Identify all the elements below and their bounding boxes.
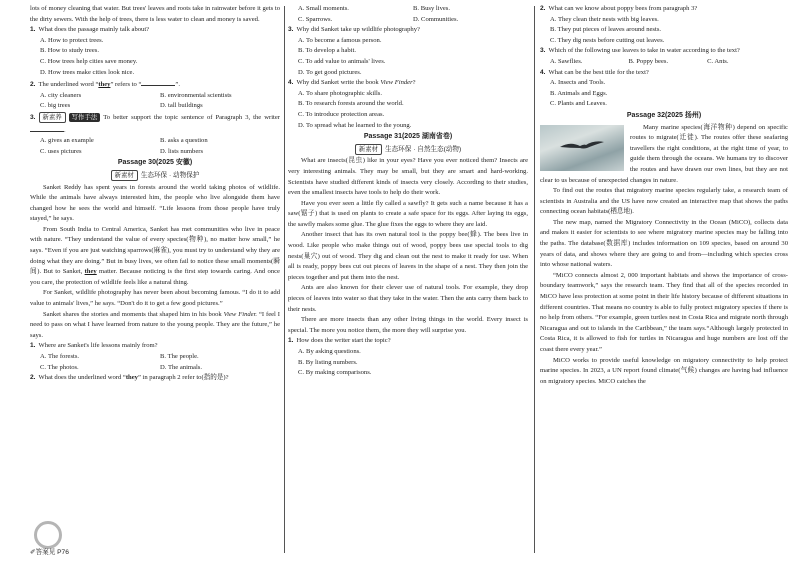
option[interactable]: B. asks a question xyxy=(160,137,208,145)
paragraph: MiCO works to provide useful knowledge on migratory connectivity to help protect marine species. In 2023, a UN report found climate(气候) changes are having bad influence on migratory species. MiCO catches the xyxy=(540,356,788,385)
option[interactable]: B. How to study trees. xyxy=(40,47,99,55)
option[interactable]: B. They put pieces of leaves around nests. xyxy=(550,26,662,34)
option[interactable]: D. How trees make cities look nice. xyxy=(40,68,135,76)
paragraph: Sanket Reddy has spent years in forests around the world taking photos of wildlife. While the animals have always interested him, the people who live alongside them have changed how he sees the world and himself. “Life lessons from those people have truly stayed,” he says. xyxy=(30,183,280,223)
paragraph: What are insects(昆虫) like in your eyes? Have you ever noticed them? Insects are very interesting animals. They may be small, but they are smart and hard-working. Scientists have studied different kinds of insects very closely. According to their studies, even the smallest insects have tools to help do their work. xyxy=(288,157,528,197)
option[interactable]: A. To become a famous person. xyxy=(298,36,382,44)
passage-continuation: lots of money cleaning that water. But trees' leaves and roots take in rainwater before it gets to the dirty sewers. With the help of trees, there is less water to clean and money is saved. xyxy=(30,5,280,23)
answer-reference: ✐答案见 P76 xyxy=(30,549,69,557)
option[interactable]: A. By asking questions. xyxy=(298,348,361,355)
book-title: View Finder. xyxy=(223,310,258,318)
paragraph: From South India to Central America, Sanket has met communities who live in peace with nature. “They understand the value of every species(物种), no matter how small,” he says. “Even if you are just watching sparrows(麻雀), you must try to understand why they are doing what they are doing.” But in busy lives, we often fail to notice these small moments(瞬间). But to Sanket, they matter. Because noticing is the first step towards caring. And once you care, the protection of wildlife feels like a natural thing. xyxy=(30,225,280,286)
column-right xyxy=(540,4,788,387)
seabird-photo xyxy=(540,125,624,171)
option[interactable]: B. To research forests around the world. xyxy=(298,100,404,108)
watermark-stamp xyxy=(34,521,62,549)
question-2: 2. The underlined word “they” refers to “ ”. A. city cleaners B. environmental scientists C. big trees D. tall buildings xyxy=(30,78,280,112)
option[interactable]: C. By making comparisons. xyxy=(298,369,372,377)
question-1b: 1. Where are Sanket's life lessons mainly from? A. The forests. B. The people. C. The photos. D. The animals. xyxy=(30,341,280,373)
option[interactable]: C. big trees xyxy=(40,102,71,110)
option[interactable]: B. Animals and Eggs. xyxy=(550,89,608,97)
option[interactable]: A. Insects and Tools. xyxy=(550,79,606,87)
paragraph: For Sanket, wildlife photography has never been about becoming famous. “I do it to add value to animals' lives,” he says. “Don't do it to get a few good pictures.” xyxy=(30,289,280,308)
column-divider xyxy=(284,6,285,553)
underlined-word: they xyxy=(98,81,111,89)
paragraph: Ants are also known for their clever use of natural tools. For example, they drop pieces of leaves into water so that they take in the water. Then the ants carry them back to their nests. xyxy=(288,284,528,313)
option[interactable]: B. Busy lives. xyxy=(413,5,451,12)
paragraph: Many marine species(海洋物种) depend on specific routes to migrate(迁徙). The routes offer these seafaring travellers the right conditions, at the right time of year, to guide them through the oceans. We humans try to discover the routes and have drawn our own lines, but they are not clear to us because of unexpected changes in nature. xyxy=(540,123,788,184)
option[interactable]: D. tall buildings xyxy=(160,102,203,110)
option[interactable]: D. The animals. xyxy=(160,363,202,371)
answer-blank[interactable] xyxy=(30,124,64,132)
passage-tags: 新素材 生态环保 · 动物保护 xyxy=(30,170,280,182)
option[interactable]: D. lists numbers xyxy=(160,147,204,155)
option[interactable]: D. To spread what he learned to the young. xyxy=(298,121,412,129)
paragraph: Sanket shares the stories and moments that shaped him in his book View Finder. “I feel I need to pass on what I have learned from nature to the young people. They are the future,” he says. xyxy=(30,310,280,339)
passage-title: Passage 31(2025 湖南省卷) xyxy=(363,133,453,141)
question-4: 4. Why did Sanket write the book View Finder? A. To share photographic skills. B. To research forests around the world. C. To introduce protection areas. D. To spread what he learned to the young. xyxy=(288,78,528,131)
question-3: 3. Why did Sanket take up wildlife photography? A. To become a famous person. B. To develop a habit. C. To add value to animals' lives. D. To get good pictures. xyxy=(288,25,528,78)
option[interactable]: B. The people. xyxy=(160,353,199,360)
underlined-word: they xyxy=(125,374,138,382)
question-3: 3. Which of the following use leaves to take in water according to the text? A. Sawflies. B. Poppy bees. C. Ants. xyxy=(540,46,788,67)
option[interactable]: C. To introduce protection areas. xyxy=(298,110,385,118)
paragraph: “MiCO connects almost 2, 000 important habitats and shows the importance of cross-boundary teamwork,” says the research team. They find that all of the species recorded in MiCO have less protection at some point in their life history because of different situations in different countries. That means no country is able to fully protect migratory species if there is no help from others. “For example, green turtles nest in Costa Rica and migrate north through Nicaragua and out to islands in the Caribbean,” the team says.“Although largely protected in Costa Rica, it is allowed to fish for turtles in Nicaragua and huge numbers are lost off the coast there every year.” xyxy=(540,271,788,353)
option[interactable]: A. The forests. xyxy=(40,353,80,360)
option[interactable]: A. To share photographic skills. xyxy=(298,89,383,97)
option[interactable]: A. Sawflies. xyxy=(550,57,583,65)
column-middle xyxy=(288,4,528,379)
option[interactable]: C. They dig nests before cutting out leaves. xyxy=(550,36,665,44)
paragraph: The new map, named the Migratory Connectivity in the Ocean (MiCO), collects data and makes it easier for scientists to see where migratory marine species may be falling into the paths. The database(数据库) includes information on 109 species, based on around 30 years of data, and shows where they are going to and from—including which species cross into whose national waters. xyxy=(540,218,788,269)
option[interactable]: D. Communities. xyxy=(413,15,459,23)
passage-title: Passage 30(2025 安徽) xyxy=(117,159,193,167)
option[interactable]: B. By listing numbers. xyxy=(298,358,358,366)
option[interactable]: C. To add value to animals' lives. xyxy=(298,57,386,65)
question-3: 3. 新素养 写作手法 To better support the topic sentence of Paragraph 3, the writer . A. gives an example B. asks a question C. uses pictures D. lists numbers xyxy=(30,112,280,157)
option[interactable]: B. Poppy bees. xyxy=(628,57,669,65)
paragraph: To find out the routes that migratory marine species regularly take, a research team of scientists in Australia and the US have now created an interactive map that shows the paths connecting ocean habitats(栖息地). xyxy=(540,187,788,216)
tag-badge: 新素养 xyxy=(39,112,66,123)
paragraph: Another insect that has its own natural tool is the poppy bee(蜂). The bees live in wood. Like people who make things out of wood, poppy bees use special tools to dig nests(巢穴) out of wood. They dig and clean out the nest to make it ready for use. When all is ready, poppy bees cut out pieces of leaves in the shape of a nest. They then join the pieces together and put them into the nest. xyxy=(288,231,528,281)
option[interactable]: C. Ants. xyxy=(707,57,729,65)
option[interactable]: C. The photos. xyxy=(40,363,79,371)
option[interactable]: C. How trees help cities save money. xyxy=(40,57,138,65)
book-title: View Finder xyxy=(380,79,413,87)
bird-icon xyxy=(560,139,604,153)
paragraph: There are more insects than any other living things in the world. Every insect is special. The more you notice them, the more they will surprise you. xyxy=(288,316,528,334)
option[interactable]: B. To develop a habit. xyxy=(298,47,357,55)
tag-badge: 写作手法 xyxy=(69,113,101,122)
passage-tags: 新素材 生态环保 · 自然生态(动物) xyxy=(288,144,528,156)
key-icon: ✐ xyxy=(30,549,36,557)
question-2: 2. What can we know about poppy bees from paragraph 3? A. They clean their nests with big leaves. B. They put pieces of leaves around nests. C. They dig nests before cutting out leaves. xyxy=(540,4,788,46)
tag-badge: 新素材 xyxy=(355,144,382,155)
question-2b: 2. What does the underlined word “they” in paragraph 2 refer to(指的是)? xyxy=(30,374,229,382)
option[interactable]: B. environmental scientists xyxy=(160,91,232,99)
paragraph: Have you ever seen a little fly called a sawfly? It gets such a name because it has a saw(锯子) that is used on plants to create a safe space for its eggs. After laying its eggs, the sawfly makes some glue. The glue fixes the eggs to where they are laid. xyxy=(288,199,528,228)
option[interactable]: C. Sparrows. xyxy=(298,15,333,23)
option[interactable]: C. Plants and Leaves. xyxy=(550,100,607,108)
option[interactable]: A. They clean their nests with big leaves. xyxy=(550,15,659,23)
question-1: 1. How does the writer start the topic? A. By asking questions. B. By listing numbers. C. By making comparisons. xyxy=(288,336,528,378)
passage-title: Passage 32(2025 扬州) xyxy=(626,111,702,119)
option[interactable]: A. Small moments. xyxy=(298,5,349,12)
option[interactable]: A. How to protect trees. xyxy=(40,36,104,44)
tag-badge: 新素材 xyxy=(111,170,138,181)
answer-blank[interactable] xyxy=(141,78,175,86)
column-left xyxy=(30,4,280,384)
question-1: 1. What does the passage mainly talk about? A. How to protect trees. B. How to study trees. C. How trees help cities save money. D. How trees make cities look nice. xyxy=(30,25,280,78)
option[interactable]: C. uses pictures xyxy=(40,147,82,155)
column-divider xyxy=(534,6,535,553)
option[interactable]: A. city cleaners xyxy=(40,91,82,99)
underlined-word: they xyxy=(84,268,97,276)
option[interactable]: D. To get good pictures. xyxy=(298,68,362,76)
question-4: 4. What can be the best title for the text? A. Insects and Tools. B. Animals and Eggs. C. Plants and Leaves. xyxy=(540,68,788,110)
option[interactable]: A. gives an example xyxy=(40,137,94,145)
